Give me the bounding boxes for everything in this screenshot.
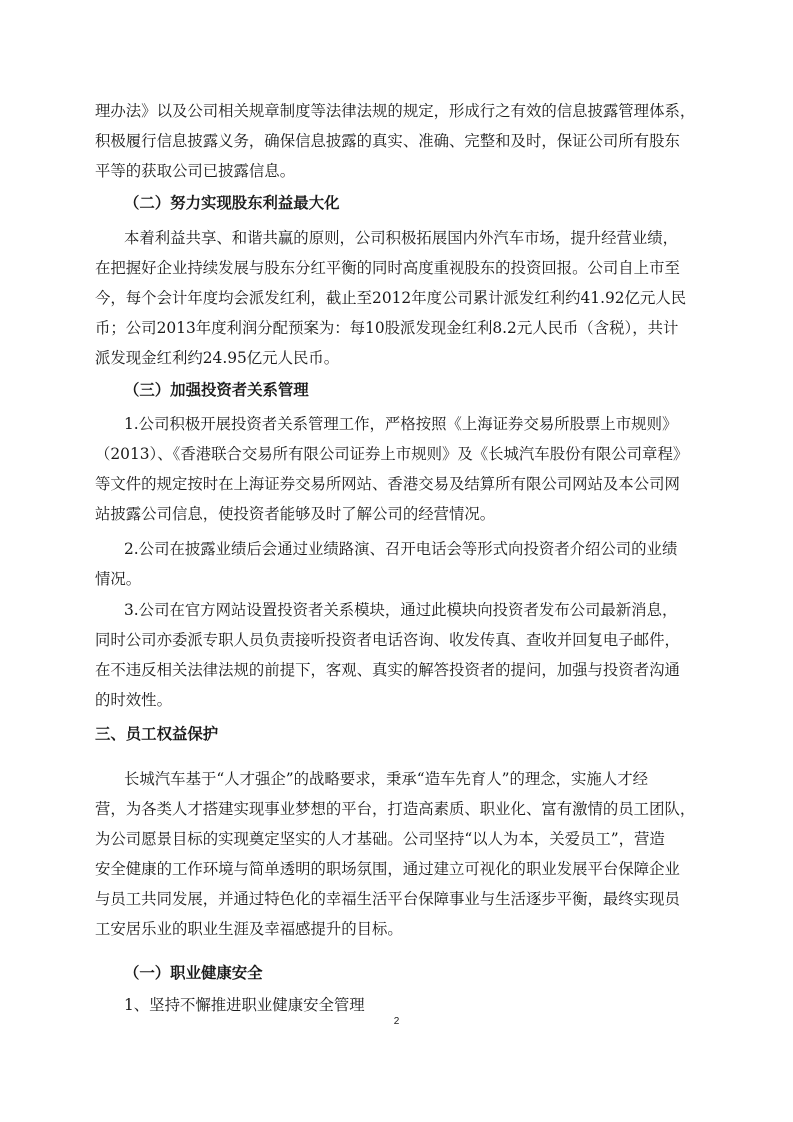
section-heading: （三）加强投资者关系管理 [124, 381, 309, 399]
paragraph-line: 同时公司亦委派专职人员负责接听投资者电话咨询、收发传真、查收并回复电子邮件， [95, 631, 680, 649]
paragraph-line: 在把握好企业持续发展与股东分红平衡的同时高度重视股东的投资回报。公司自上市至 [95, 259, 680, 277]
paragraph-line: 3.公司在官方网站设置投资者关系模块，通过此模块向投资者发布公司最新消息， [124, 601, 678, 619]
paragraph-line: 等文件的规定按时在上海证券交易所网站、香港交易及结算所有限公司网站及本公司网 [95, 475, 680, 493]
paragraph-line: 今，每个会计年度均会派发红利，截止至2012年度公司累计派发红利约41.92亿元人民 [95, 289, 687, 307]
paragraph-line: 理办法》以及公司相关规章制度等法律法规的规定，形成行之有效的信息披露管理体系， [95, 102, 696, 120]
paragraph-line: 营，为各类人才搭建实现事业梦想的平台，打造高素质、职业化、富有激情的员工团队， [95, 800, 696, 818]
paragraph-line: 工安居乐业的职业生涯及幸福感提升的目标。 [95, 920, 403, 938]
paragraph-line: 积极履行信息披露义务，确保信息披露的真实、准确、完整和及时，保证公司所有股东 [95, 132, 680, 150]
section-heading: （二）努力实现股东利益最大化 [124, 194, 340, 212]
paragraph-line: 为公司愿景目标的实现奠定坚实的人才基础。公司坚持“以人为本，关爱员工”，营造 [95, 830, 665, 848]
section-heading: （一）职业健康安全 [124, 964, 263, 982]
list-item: 1、坚持不懈推进职业健康安全管理 [124, 996, 365, 1014]
paragraph-line: 与员工共同发展，并通过特色化的幸福生活平台保障事业与生活逐步平衡，最终实现员 [95, 890, 680, 908]
paragraph-line: （2013）、《香港联合交易所有限公司证券上市规则》及《长城汽车股份有限公司章程》 [95, 445, 689, 463]
paragraph-line: 2.公司在披露业绩后会通过业绩路演、召开电话会等形式向投资者介绍公司的业绩 [124, 540, 678, 558]
paragraph-line: 的时效性。 [95, 691, 172, 709]
page-number: 2 [393, 1016, 400, 1027]
paragraph-line: 长城汽车基于“人才强企”的战略要求，秉承“造车先育人”的理念，实施人才经 [124, 770, 648, 788]
paragraph-line: 情况。 [95, 570, 142, 588]
paragraph-line: 站披露公司信息，使投资者能够及时了解公司的经营情况。 [95, 505, 496, 523]
paragraph-line: 币；公司2013年度利润分配预案为：每10股派发现金红利8.2元人民币（含税），共计 [95, 319, 679, 337]
paragraph-line: 平等的获取公司已披露信息。 [95, 162, 296, 180]
chapter-heading: 三、员工权益保护 [95, 725, 219, 743]
paragraph-line: 1.公司积极开展投资者关系管理工作，严格按照《上海证券交易所股票上市规则》 [124, 415, 678, 433]
paragraph-line: 本着利益共享、和谐共赢的原则，公司积极拓展国内外汽车市场，提升经营业绩， [124, 229, 679, 247]
paragraph-line: 安全健康的工作环境与简单透明的职场氛围，通过建立可视化的职业发展平台保障企业 [95, 860, 680, 878]
paragraph-line: 派发现金红利约24.95亿元人民币。 [95, 349, 340, 367]
paragraph-line: 在不违反相关法律法规的前提下，客观、真实的解答投资者的提问，加强与投资者沟通 [95, 661, 680, 679]
